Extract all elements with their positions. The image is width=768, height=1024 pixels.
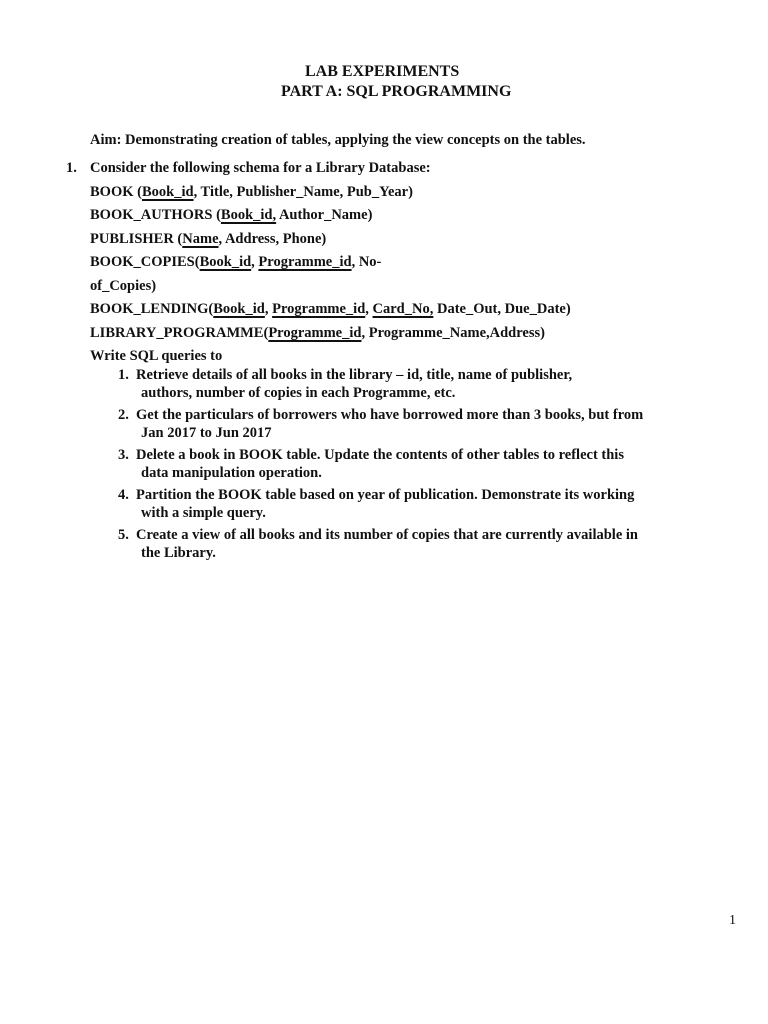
task-line: Retrieve details of all books in the library – id, title, name of publisher, bbox=[136, 367, 573, 383]
task-line: with a simple query. bbox=[141, 505, 266, 521]
schema-book-copies-continuation: of_Copies) bbox=[90, 278, 157, 294]
schema-book-lending-prefix: BOOK_LENDING( bbox=[90, 301, 214, 317]
schema-book bbox=[90, 184, 413, 201]
schema-book-rest: , Title, Publisher_Name, Pub_Year) bbox=[193, 184, 413, 200]
page-number: 1 bbox=[729, 913, 736, 928]
schema-book-lending-rest: Date_Out, Due_Date) bbox=[433, 301, 571, 317]
schema-book-lending-key2: Programme_id bbox=[272, 301, 366, 317]
schema-book-copies-sep: , bbox=[251, 254, 259, 270]
task-line: Get the particulars of borrowers who have borrowed more than 3 books, but from bbox=[136, 407, 644, 423]
schema-book-copies-key1: Book_id bbox=[199, 254, 252, 270]
schema-book-copies-prefix: BOOK_COPIES( bbox=[90, 254, 200, 270]
schema-book-copies-rest: , No- bbox=[351, 254, 382, 270]
task-line: Create a view of all books and its number of copies that are currently available in bbox=[136, 527, 638, 543]
task-text bbox=[136, 446, 676, 482]
task-number: 4. bbox=[118, 487, 129, 503]
task-line: data manipulation operation. bbox=[141, 465, 322, 481]
task-number: 5. bbox=[118, 527, 129, 543]
task-line: the Library. bbox=[141, 545, 216, 561]
task-text bbox=[136, 366, 676, 402]
write-prompt: Write SQL queries to bbox=[90, 348, 223, 364]
page-subtitle: PART A: SQL PROGRAMMING bbox=[281, 83, 512, 100]
task-number: 1. bbox=[118, 367, 129, 383]
schema-book-prefix: BOOK ( bbox=[90, 184, 142, 200]
task-line: Partition the BOOK table based on year of publication. Demonstrate its working bbox=[136, 487, 635, 503]
schema-library-programme bbox=[90, 325, 545, 342]
schema-publisher bbox=[90, 231, 326, 248]
task-text bbox=[136, 486, 676, 522]
task-line: Delete a book in BOOK table. Update the contents of other tables to reflect this bbox=[136, 447, 624, 463]
schema-library-programme-rest: , Programme_Name,Address) bbox=[361, 325, 545, 341]
schema-book-authors-prefix: BOOK_AUTHORS ( bbox=[90, 207, 221, 223]
task-line: Jan 2017 to Jun 2017 bbox=[141, 425, 272, 441]
question-number: 1. bbox=[66, 160, 77, 176]
schema-book-lending-key1: Book_id bbox=[213, 301, 265, 317]
task-number: 3. bbox=[118, 447, 129, 463]
aim-statement: Aim: Demonstrating creation of tables, applying the view concepts on the tables. bbox=[90, 132, 586, 148]
task-number: 2. bbox=[118, 407, 129, 423]
schema-book-lending-key3: Card_No, bbox=[372, 301, 434, 317]
schema-book-authors-key: Book_id, bbox=[220, 207, 277, 223]
task-text bbox=[136, 526, 676, 562]
schema-book-lending-sep2: , bbox=[365, 301, 373, 317]
task-text bbox=[136, 406, 676, 442]
schema-publisher-rest: , Address, Phone) bbox=[218, 231, 327, 247]
schema-book-authors-rest: Author_Name) bbox=[276, 207, 373, 223]
schema-book-key: Book_id bbox=[141, 184, 194, 200]
question-intro: Consider the following schema for a Library Database: bbox=[90, 160, 431, 176]
schema-book-lending-sep1: , bbox=[264, 301, 273, 317]
schema-book-lending bbox=[90, 301, 571, 318]
schema-publisher-prefix: PUBLISHER ( bbox=[90, 231, 183, 247]
schema-library-programme-prefix: LIBRARY_PROGRAMME( bbox=[90, 325, 269, 341]
task-line: authors, number of copies in each Programme, etc. bbox=[141, 385, 456, 401]
schema-book-authors bbox=[90, 207, 372, 224]
schema-publisher-key: Name bbox=[182, 231, 219, 247]
schema-book-copies bbox=[90, 254, 381, 271]
schema-library-programme-key: Programme_id bbox=[268, 325, 362, 341]
page-title: LAB EXPERIMENTS bbox=[305, 63, 460, 80]
schema-book-copies-key2: Programme_id bbox=[258, 254, 352, 270]
